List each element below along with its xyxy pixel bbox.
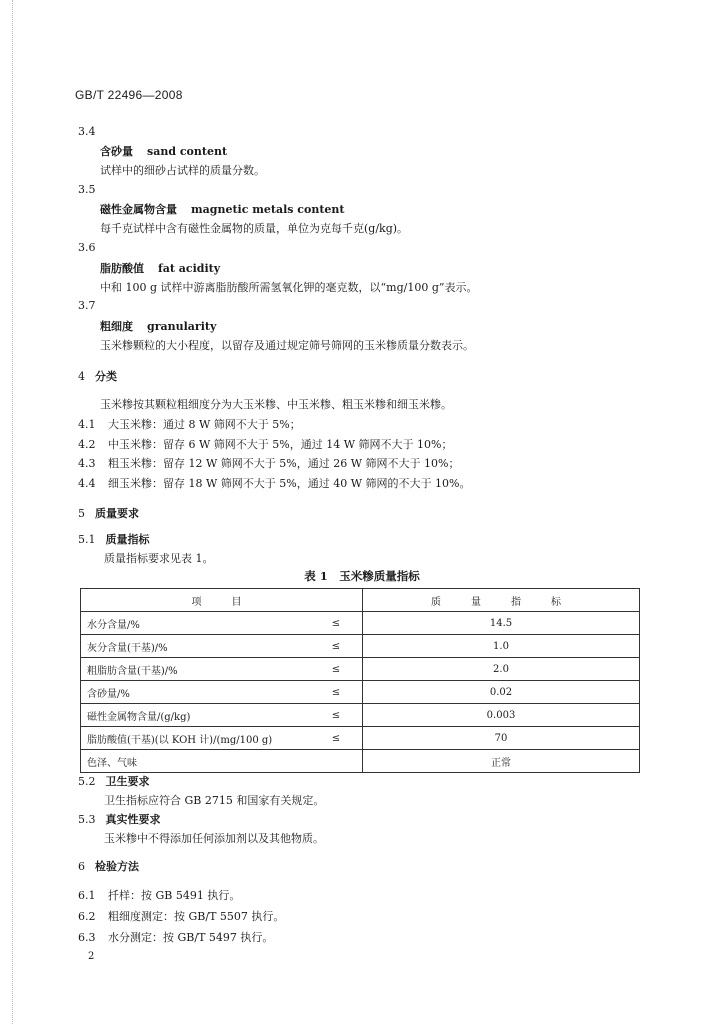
page-number: 2	[88, 951, 95, 962]
term-en: sand content	[147, 145, 228, 158]
section-intro: 玉米糁按其颗粒粗细度分为大玉米糁、中玉米糁、粗玉米糁和细玉米糁。	[100, 398, 452, 411]
table-row	[81, 635, 640, 658]
term-title	[100, 201, 344, 217]
row-value: 0.02	[363, 681, 640, 704]
table-header-item: 项 目	[81, 589, 363, 612]
term-en: magnetic metals content	[191, 203, 345, 216]
row-value: 2.0	[363, 658, 640, 681]
table-row	[81, 727, 640, 750]
row-value: 正常	[363, 750, 640, 773]
term-title	[100, 143, 227, 159]
row-name: 磁性金属物含量/(g/kg)	[81, 704, 311, 727]
row-value: 0.003	[363, 704, 640, 727]
row-symbol: ≤	[310, 658, 363, 681]
subsection-heading: 5.1 质量指标	[78, 533, 150, 546]
row-symbol: ≤	[310, 635, 363, 658]
quality-table	[80, 588, 640, 773]
table-caption: 表 1 玉米糁质量指标	[304, 569, 420, 583]
table-row	[81, 704, 640, 727]
list-item: 4.3 粗玉米糁：留存 12 W 筛网不大于 5%，通过 26 W 筛网不大于 10%；	[78, 457, 460, 470]
term-definition: 玉米糁颗粒的大小程度，以留存及通过规定筛号筛网的玉米糁质量分数表示。	[100, 339, 474, 352]
row-name: 水分含量/%	[81, 612, 311, 635]
term-definition: 试样中的细砂占试样的质量分数。	[100, 164, 265, 177]
subsection-heading: 5.3 真实性要求	[78, 813, 161, 826]
term-zh: 粗细度	[100, 320, 133, 333]
row-symbol: ≤	[310, 727, 363, 750]
term-zh: 含砂量	[100, 145, 133, 158]
subsection-heading: 5.2 卫生要求	[78, 775, 150, 788]
list-item: 6.2 粗细度测定：按 GB/T 5507 执行。	[78, 910, 285, 923]
subsection-text: 质量指标要求见表 1。	[104, 552, 214, 565]
term-title	[100, 318, 216, 334]
row-name: 脂肪酸值(干基)(以 KOH 计)/(mg/100 g)	[81, 727, 311, 750]
section-heading: 5 质量要求	[78, 507, 139, 520]
table-header-value: 质 量 指 标	[363, 589, 640, 612]
list-item: 4.1 大玉米糁：通过 8 W 筛网不大于 5%；	[78, 418, 301, 431]
table-header-row	[81, 589, 640, 612]
subsection-text: 卫生指标应符合 GB 2715 和国家有关规定。	[104, 794, 325, 807]
term-title	[100, 260, 220, 276]
scan-edge-line	[12, 0, 14, 1024]
section-heading: 6 检验方法	[78, 860, 139, 873]
clause-number: 3.5	[78, 183, 96, 196]
list-item: 6.1 扦样：按 GB 5491 执行。	[78, 889, 241, 902]
term-en: granularity	[147, 320, 217, 333]
document-header: GB/T 22496—2008	[75, 88, 183, 102]
list-item: 4.4 细玉米糁：留存 18 W 筛网不大于 5%，通过 40 W 筛网的不大于 10%。	[78, 477, 471, 490]
clause-number: 3.7	[78, 299, 96, 312]
clause-number: 3.4	[78, 125, 96, 138]
row-value: 14.5	[363, 612, 640, 635]
term-en: fat acidity	[158, 262, 221, 275]
row-symbol: ≤	[310, 612, 363, 635]
subsection-text: 玉米糁中不得添加任何添加剂以及其他物质。	[104, 832, 324, 845]
row-symbol: ≤	[310, 681, 363, 704]
row-name: 灰分含量(干基)/%	[81, 635, 311, 658]
table-row	[81, 750, 640, 773]
list-item: 6.3 水分测定：按 GB/T 5497 执行。	[78, 931, 274, 944]
row-value: 1.0	[363, 635, 640, 658]
list-item: 4.2 中玉米糁：留存 6 W 筛网不大于 5%，通过 14 W 筛网不大于 10%；	[78, 438, 453, 451]
row-value: 70	[363, 727, 640, 750]
table-row	[81, 658, 640, 681]
row-name: 粗脂肪含量(干基)/%	[81, 658, 311, 681]
term-zh: 脂肪酸值	[100, 262, 144, 275]
term-zh: 磁性金属物含量	[100, 203, 177, 216]
term-definition: 每千克试样中含有磁性金属物的质量，单位为克每千克(g/kg)。	[100, 222, 409, 235]
table-row	[81, 612, 640, 635]
table-row	[81, 681, 640, 704]
clause-number: 3.6	[78, 241, 96, 254]
row-name: 色泽、气味	[81, 750, 363, 773]
row-symbol: ≤	[310, 704, 363, 727]
term-definition: 中和 100 g 试样中游离脂肪酸所需氢氧化钾的毫克数，以“mg/100 g”表示。	[100, 281, 478, 294]
section-heading: 4 分类	[78, 370, 117, 383]
row-name: 含砂量/%	[81, 681, 311, 704]
